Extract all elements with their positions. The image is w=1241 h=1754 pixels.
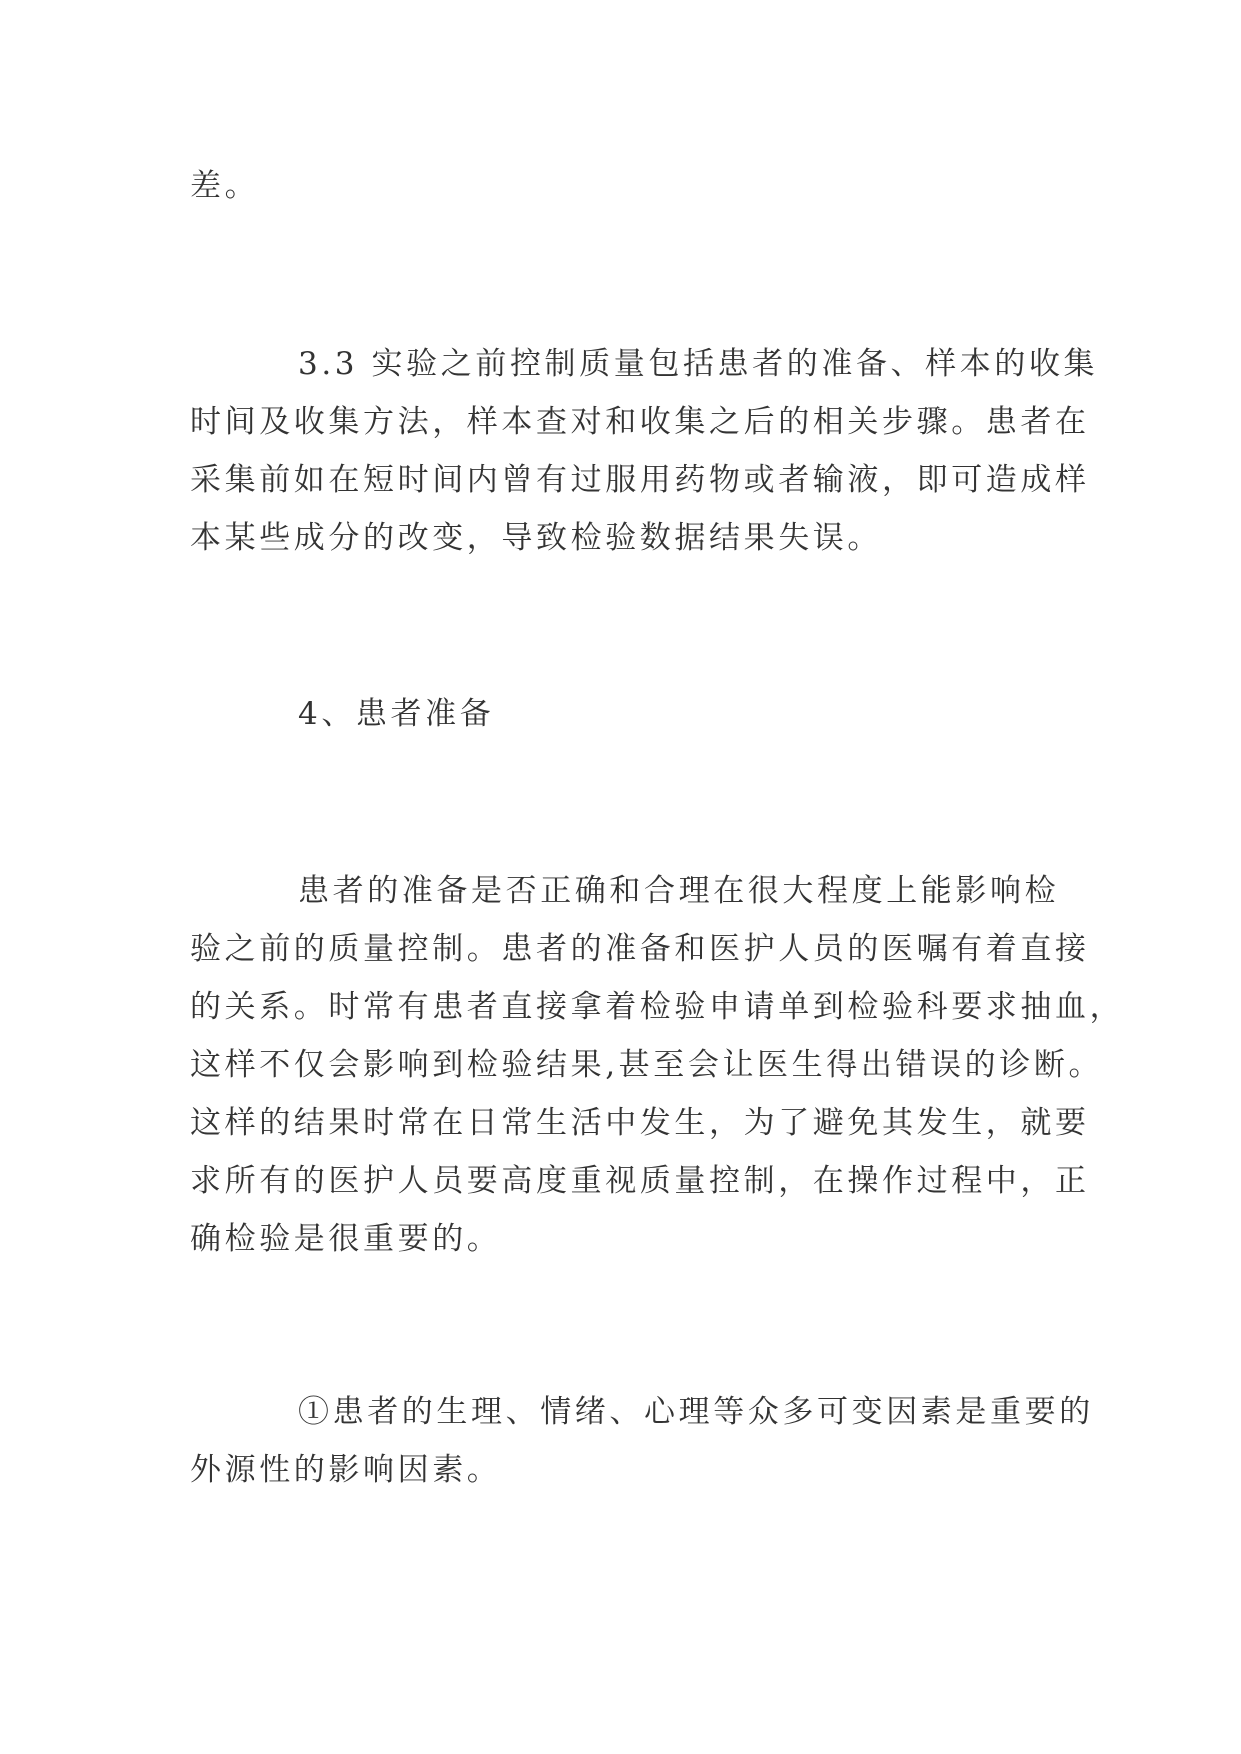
text-line: 患者的准备是否正确和合理在很大程度上能影响检 (298, 873, 1060, 909)
section-heading-4 (190, 685, 1052, 743)
text-line: 采集前如在短时间内曾有过服用药物或者输液，即可造成样 (190, 462, 1090, 498)
text-line: 外源性的影响因素。 (190, 1452, 502, 1488)
text-line: 的关系。时常有患者直接拿着检验申请单到检验科要求抽血， (190, 989, 1125, 1025)
text-line: 确检验是很重要的。 (190, 1221, 502, 1257)
text-line: 验之前的质量控制。患者的准备和医护人员的医嘱有着直接 (190, 931, 1090, 967)
paragraph-4-body (190, 862, 1125, 1268)
paragraph-fragment (190, 157, 1052, 215)
text-line: 3.3 实验之前控制质量包括患者的准备、样本的收集 (298, 346, 1099, 382)
text-line: ①患者的生理、情绪、心理等众多可变因素是重要的 (298, 1394, 1094, 1430)
paragraph-3-3 (190, 335, 1099, 567)
text-line: 时间及收集方法，样本查对和收集之后的相关步骤。患者在 (190, 404, 1090, 440)
list-item-1 (190, 1383, 1094, 1499)
text-line: 差。 (190, 168, 260, 204)
text-line: 这样不仅会影响到检验结果,甚至会让医生得出错误的诊断。 (190, 1047, 1104, 1083)
text-line: 求所有的医护人员要高度重视质量控制，在操作过程中，正 (190, 1163, 1090, 1199)
text-line: 本某些成分的改变，导致检验数据结果失误。 (190, 520, 882, 556)
heading-text: 4、患者准备 (298, 696, 495, 732)
text-line: 这样的结果时常在日常生活中发生，为了避免其发生，就要 (190, 1105, 1090, 1141)
